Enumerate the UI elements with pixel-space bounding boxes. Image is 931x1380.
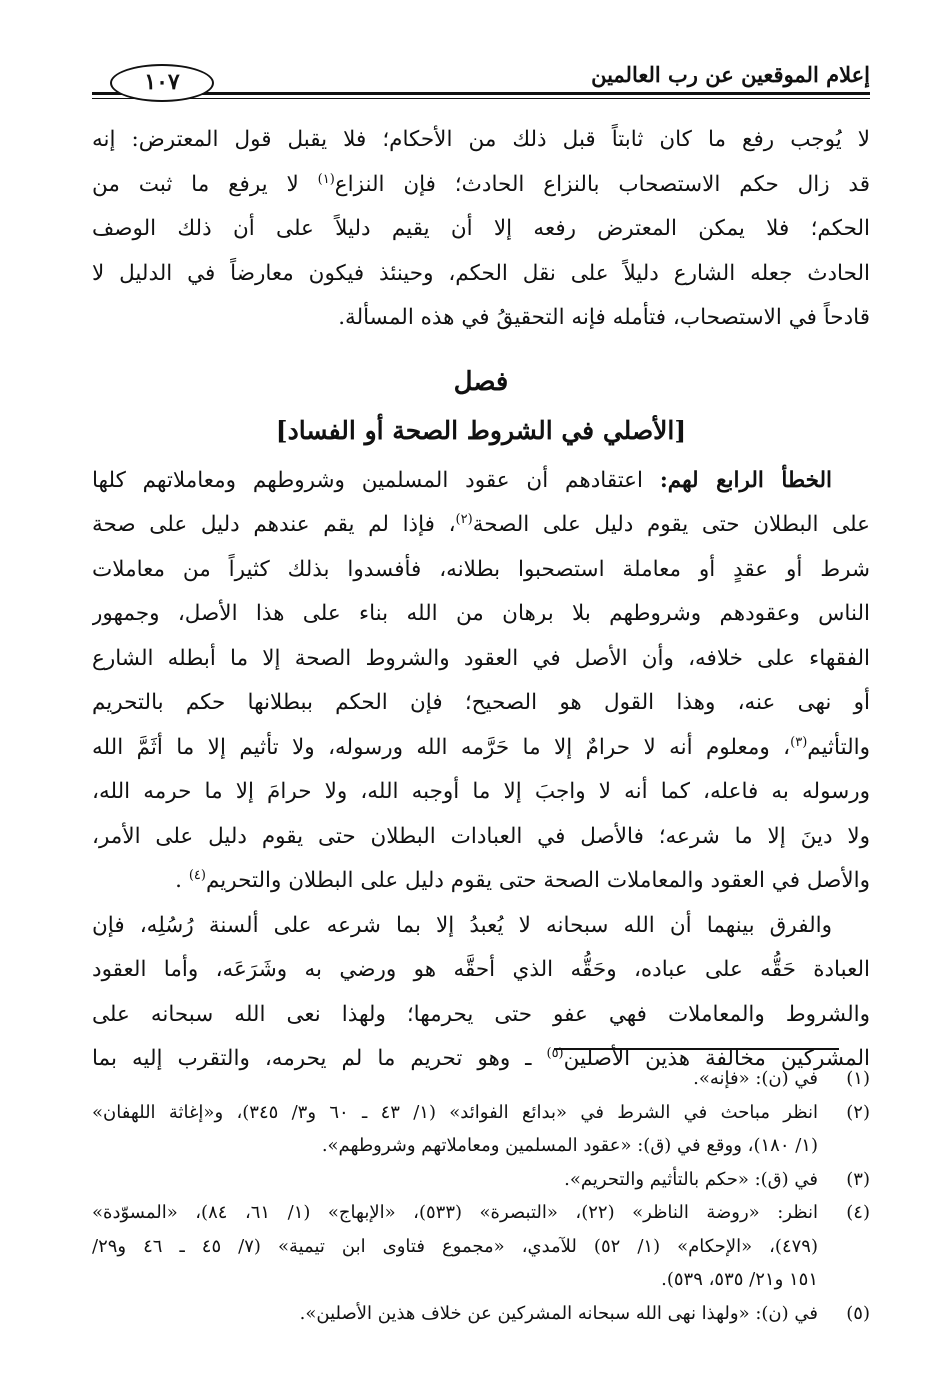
footnote-number: (٤) <box>846 1202 870 1223</box>
text-segment: لا يرفع ما ثبت من <box>92 171 299 197</box>
footnote-line: انظر مباحث في الشرط في «بدائع الفوائد» (١/ ٤٣ ـ ٦٠ و٣/ ٣٤٥)، و«إغاثة اللهفان» <box>92 1101 818 1123</box>
footnotes <box>92 1062 870 1330</box>
running-title: إعلام الموقعين عن رب العالمين <box>591 62 870 87</box>
footnote-number: (٢) <box>846 1101 870 1123</box>
footnote-5 <box>92 1297 870 1331</box>
text-segment: ، ومعلوم أنه لا حرامٌ إلا ما حَرَّمه الله ورسوله، ولا تأثيم إلا ما أثَمَّ الله <box>92 734 791 760</box>
text-line: الناس وعقودهم وشروطهم بلا برهان من الله بناء على هذا الأصل، وجمهور <box>92 601 870 626</box>
text-line <box>92 503 870 548</box>
text-line <box>92 163 870 208</box>
footnote-3 <box>92 1163 870 1197</box>
text-line: لا يُوجب رفع ما كان ثابتاً قبل ذلك من الأحكام؛ فلا يقبل قول المعترض: إنه <box>92 127 870 152</box>
footnote-line: (٤٧٩)، «الإحكام» (١/ ٥٢) للآمدي، «مجموع فتاوى ابن تيمية» (٧/ ٤٥ ـ ٤٦ و٢٩/ <box>92 1235 818 1257</box>
page-number: ١٠٧ <box>110 64 214 102</box>
footnote-number: (٣) <box>846 1168 870 1190</box>
text-line: ولا دينَ إلا ما شرعه؛ فالأصل في العبادات البطلان حتى يقوم دليل على الأمر، <box>92 823 870 849</box>
text-line <box>92 859 870 904</box>
text-line: ورسوله به فاعله، كما أنه لا واجبَ إلا ما أوجبه الله، ولا حرامَ إلا ما حرمه الله، <box>92 779 870 804</box>
text-line: شرط أو عقدٍ أو معاملة استصحبوا بطلانه، فأفسدوا بذلك كثيراً من معاملات <box>92 556 870 582</box>
text-line: أو نهى عنه، وهذا القول هو الصحيح؛ فإن الحكم ببطلانها حكم بالتحريم <box>92 690 870 715</box>
intro-paragraph <box>92 118 870 341</box>
text-line <box>92 459 870 504</box>
footnote-number: (٥) <box>846 1302 870 1324</box>
footnote-ref[interactable]: (٢) <box>455 511 473 527</box>
text-segment: اعتقادهم أن عقود المسلمين وشروطهم ومعاملاتهم كلها <box>92 467 643 493</box>
paragraph-difference <box>92 904 870 1082</box>
footnote-number: (١) <box>846 1068 870 1089</box>
lead-phrase: الخطأ الرابع لهم: <box>659 467 832 493</box>
footnote-line: في (ق): «حكم بالتأثيم والتحريم». <box>564 1168 818 1190</box>
text-segment: والتأثيم <box>807 734 870 760</box>
text-line <box>92 726 870 771</box>
footnote-line: (١/ ١٨٠)، ووقع في (ق): «عقود المسلمين ومعاملاتهم وشروطهم». <box>321 1135 818 1156</box>
text-segment: قد زال حكم الاستصحاب بالنزاع الحادث؛ فإن النزاع <box>334 171 870 197</box>
footnote-line: في (ن): «فإنه». <box>693 1068 818 1089</box>
footnote-ref[interactable]: (٥) <box>546 1045 564 1061</box>
text-segment: ـ وهو تحريم ما لم يحرمه، والتقرب إليه بما <box>92 1046 532 1071</box>
header-rule-thick <box>92 92 870 95</box>
footnote-line: ١٥١ و٢١/ ٥٣٥، ٥٣٩). <box>661 1269 818 1290</box>
footnote-line: انظر: «روضة الناظر» (٢٢)، «التبصرة» (٥٣٣)، «الإبهاج» (١/ ٦١، ٨٤)، «المسوّدة» <box>92 1202 818 1223</box>
text-line: قادحاً في الاستصحاب، فتأمله فإنه التحقيقُ في هذه المسألة. <box>338 305 870 330</box>
page-header <box>92 58 870 102</box>
text-segment: والأصل في العقود والمعاملات الصحة حتى يقوم دليل على البطلان والتحريم <box>205 868 870 893</box>
text-line: العبادة حَقُّه على عباده، وحَقُّه الذي أحقَّه هو ورضي به وشَرَعَه، وأما العقود <box>92 957 870 982</box>
footnote-2 <box>92 1096 870 1163</box>
footnote-4 <box>92 1196 870 1297</box>
text-segment: . <box>175 868 182 893</box>
footnote-line: في (ن): «ولهذا نهى الله سبحانه المشركين عن خلاف هذين الأصلين». <box>299 1302 818 1324</box>
text-segment: المشركين مخالفة هذين الأصلين <box>563 1046 870 1071</box>
section-subtitle: [الأصلي في الشروط الصحة أو الفساد] <box>275 415 687 445</box>
text-segment: على البطلان حتى يقوم دليل على الصحة <box>472 512 870 537</box>
footnote-1 <box>92 1062 870 1096</box>
text-line: الحكم؛ فلا يمكن المعترض رفعه إلا أن يقيم دليلاً على أن ذلك الوصف <box>92 216 870 241</box>
header-rule-thin <box>92 98 870 99</box>
footnote-ref[interactable]: (٣) <box>790 734 808 750</box>
footnote-separator <box>554 1048 839 1050</box>
text-line: والفرق بينهما أن الله سبحانه لا يُعبدُ إلا بما شرعه على ألسنة رُسُلِه، فإن <box>92 912 832 938</box>
footnote-ref[interactable]: (٤) <box>188 867 206 883</box>
section-heading: فصل <box>453 366 509 397</box>
text-line: الفقهاء على خلافه، وأن الأصل في العقود والشروط الصحة إلا ما أبطله الشارع <box>92 645 870 671</box>
text-line: الحادث جعله الشارع دليلاً على نقل الحكم، وحينئذ فيكون معارضاً في الدليل لا <box>92 260 870 286</box>
paragraph-fourth-error <box>92 459 870 904</box>
text-line: والشروط والمعاملات فهي عفو حتى يحرمها؛ ولهذا نعى الله سبحانه على <box>92 1001 870 1027</box>
footnote-ref[interactable]: (١) <box>317 171 335 187</box>
text-segment: ، فإذا لم يقم عندهم دليل على صحة <box>92 512 456 537</box>
main-text <box>92 118 870 1082</box>
